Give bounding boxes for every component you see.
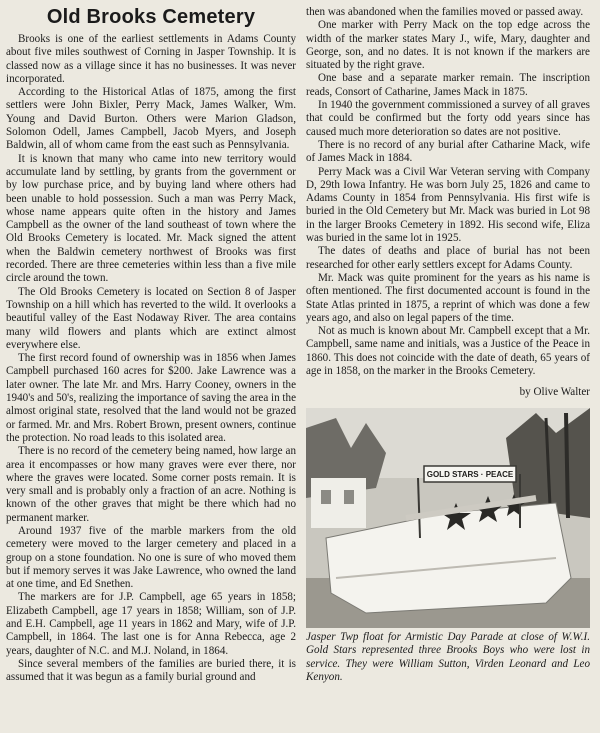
article-columns bbox=[6, 6, 590, 685]
paragraph: Since several members of the families are buried there, it is assumed that it was begun as a family burial ground and bbox=[6, 657, 296, 684]
paragraph: The markers are for J.P. Campbell, age 65 years in 1858; Elizabeth Campbell, age 17 years in 1858; William, son of J.P. and E.H. Campbell, age 11 years in 1862 and Mary, wife of J.P. Campbell, in 1864. The last one is for Anna Rebecca, age 2 years, daughter of N.C. and M.J. Noland, in 1864. bbox=[6, 591, 296, 657]
paragraph: The dates of deaths and place of burial has not been researched for other early settlers except for Adams County. bbox=[306, 245, 590, 271]
paragraph: There is no record of the cemetery being named, how large an area it encompasses or how many graves were ever there, nor where the graves were located. Some corner posts remain. It is very small and is probably only a fraction of an acre. Nothing is known of the other graves that might be there which had no permanent marker. bbox=[6, 445, 296, 524]
paragraph: Around 1937 five of the marble markers from the old cemetery were moved to the larger cemetery and placed in a group on a stone foundation. No one is sure of who moved them but if memory serves it was Jake Lawrence, who owned the land at one time, and Ed Snethen. bbox=[6, 524, 296, 591]
paragraph: There is no record of any burial after Catharine Mack, wife of James Mack in 1884. bbox=[306, 138, 590, 165]
float-photo bbox=[306, 408, 590, 628]
byline: by Olive Walter bbox=[519, 386, 590, 399]
left-column bbox=[6, 6, 296, 685]
paragraph: According to the Historical Atlas of 1875, among the first settlers were John Bixler, Perry Mack, James Walker, Wm. Young and David Burton. Others were Marion Gladson, Solomon Odell, James Campbell, Jacob Myers, and Joseph Baldwin, all of whom came from the east such as Pennsylvania. bbox=[6, 86, 296, 152]
paragraph: The first record found of ownership was in 1856 when James Campbell purchased 160 acres for $200. Jake Lawrence was a later owner. The late Mr. and Mrs. Harry Cooney, owners in the 1940's and 50's, realizing the importance of saving the area in the almost original state, resolved that the land would not be grazed or farmed. Mr. and Mrs. Robert Brown, present owners, continue the protection. No road leads to this isolated area. bbox=[6, 352, 296, 444]
paragraph: Not as much is known about Mr. Campbell except that a Mr. Campbell, same name and initials, was a Justice of the Peace in 1860. This does not coincide with the date of death, 65 years of age in 1858, on the marker in the Brooks Cemetery. bbox=[306, 325, 590, 378]
paragraph: Mr. Mack was quite prominent for the years as his name is often mentioned. The first documented account is found in the State Atlas printed in 1875, a reprint of which was done a few years ago, and also on legal papers of the time. bbox=[306, 271, 590, 324]
paragraph: then was abandoned when the families moved or passed away. bbox=[306, 6, 584, 18]
paragraph: One marker with Perry Mack on the top edge across the width of the marker states Mary J., wife, Mary, daughter and George, son, and no dates. It is not known if the markers are situated by the right grave. bbox=[306, 19, 590, 72]
photo-caption: Jasper Twp float for Armistic Day Parade at close of W.W.I. Gold Stars represented three Brooks Boys who were lost in service. They were William Sutton, Virden Leonard and Leo Kenyon. bbox=[306, 630, 590, 684]
right-column bbox=[306, 6, 590, 685]
float-banner-text: GOLD STARS · PEACE bbox=[426, 469, 514, 479]
article-title: Old Brooks Cemetery bbox=[46, 6, 256, 28]
paragraph: It is known that many who came into new territory would accumulate land by settling, by grants from the government or by low purchase price, and by buying land where others had been unable to hold possession. Such a man was Perry Mack, whose name appears quite often in the history and James Campbell as the owner of the land southeast of town where the Old Brooks Cemetery is located. Mr. Mack signed the attent when the Baldwin cemetery northwest of Brooks was first recorded. There are three cemeteries within less than a five mile circle around the town. bbox=[6, 152, 296, 285]
paragraph: Brooks is one of the earliest settlements in Adams County about five miles southwest of Corning in Jasper Township. It is classed now as a village since it has no businesses. It was never incorporated. bbox=[6, 33, 296, 85]
paragraph: In 1940 the government commissioned a survey of all graves that could be confirmed but the forty odd years since has caused much more deterioration so dates are not positive. bbox=[306, 99, 590, 138]
float-photo-image bbox=[306, 408, 590, 628]
paragraph: Perry Mack was a Civil War Veteran serving with Company D, 29th Iowa Infantry. He was born July 25, 1826 and came to Adams County in 1854 from Pennsylvania. His first wife is buried in the Old Cemetery but Mr. Mack was buried in Lot 98 in the larger Brooks Cemetery in 1892. His second wife, Eliza was buried in the same lot in 1925. bbox=[306, 165, 590, 245]
paragraph: The Old Brooks Cemetery is located on Section 8 of Jasper Township on a hill which has reverted to the wild. It overlooks a beautiful valley of the East Nodaway River. The area contains many wild flowers and plants which are extinct almost everywhere else. bbox=[6, 285, 296, 351]
paragraph: One base and a separate marker remain. The inscription reads, Consort of Catharine, James Mack in 1875. bbox=[306, 72, 590, 98]
